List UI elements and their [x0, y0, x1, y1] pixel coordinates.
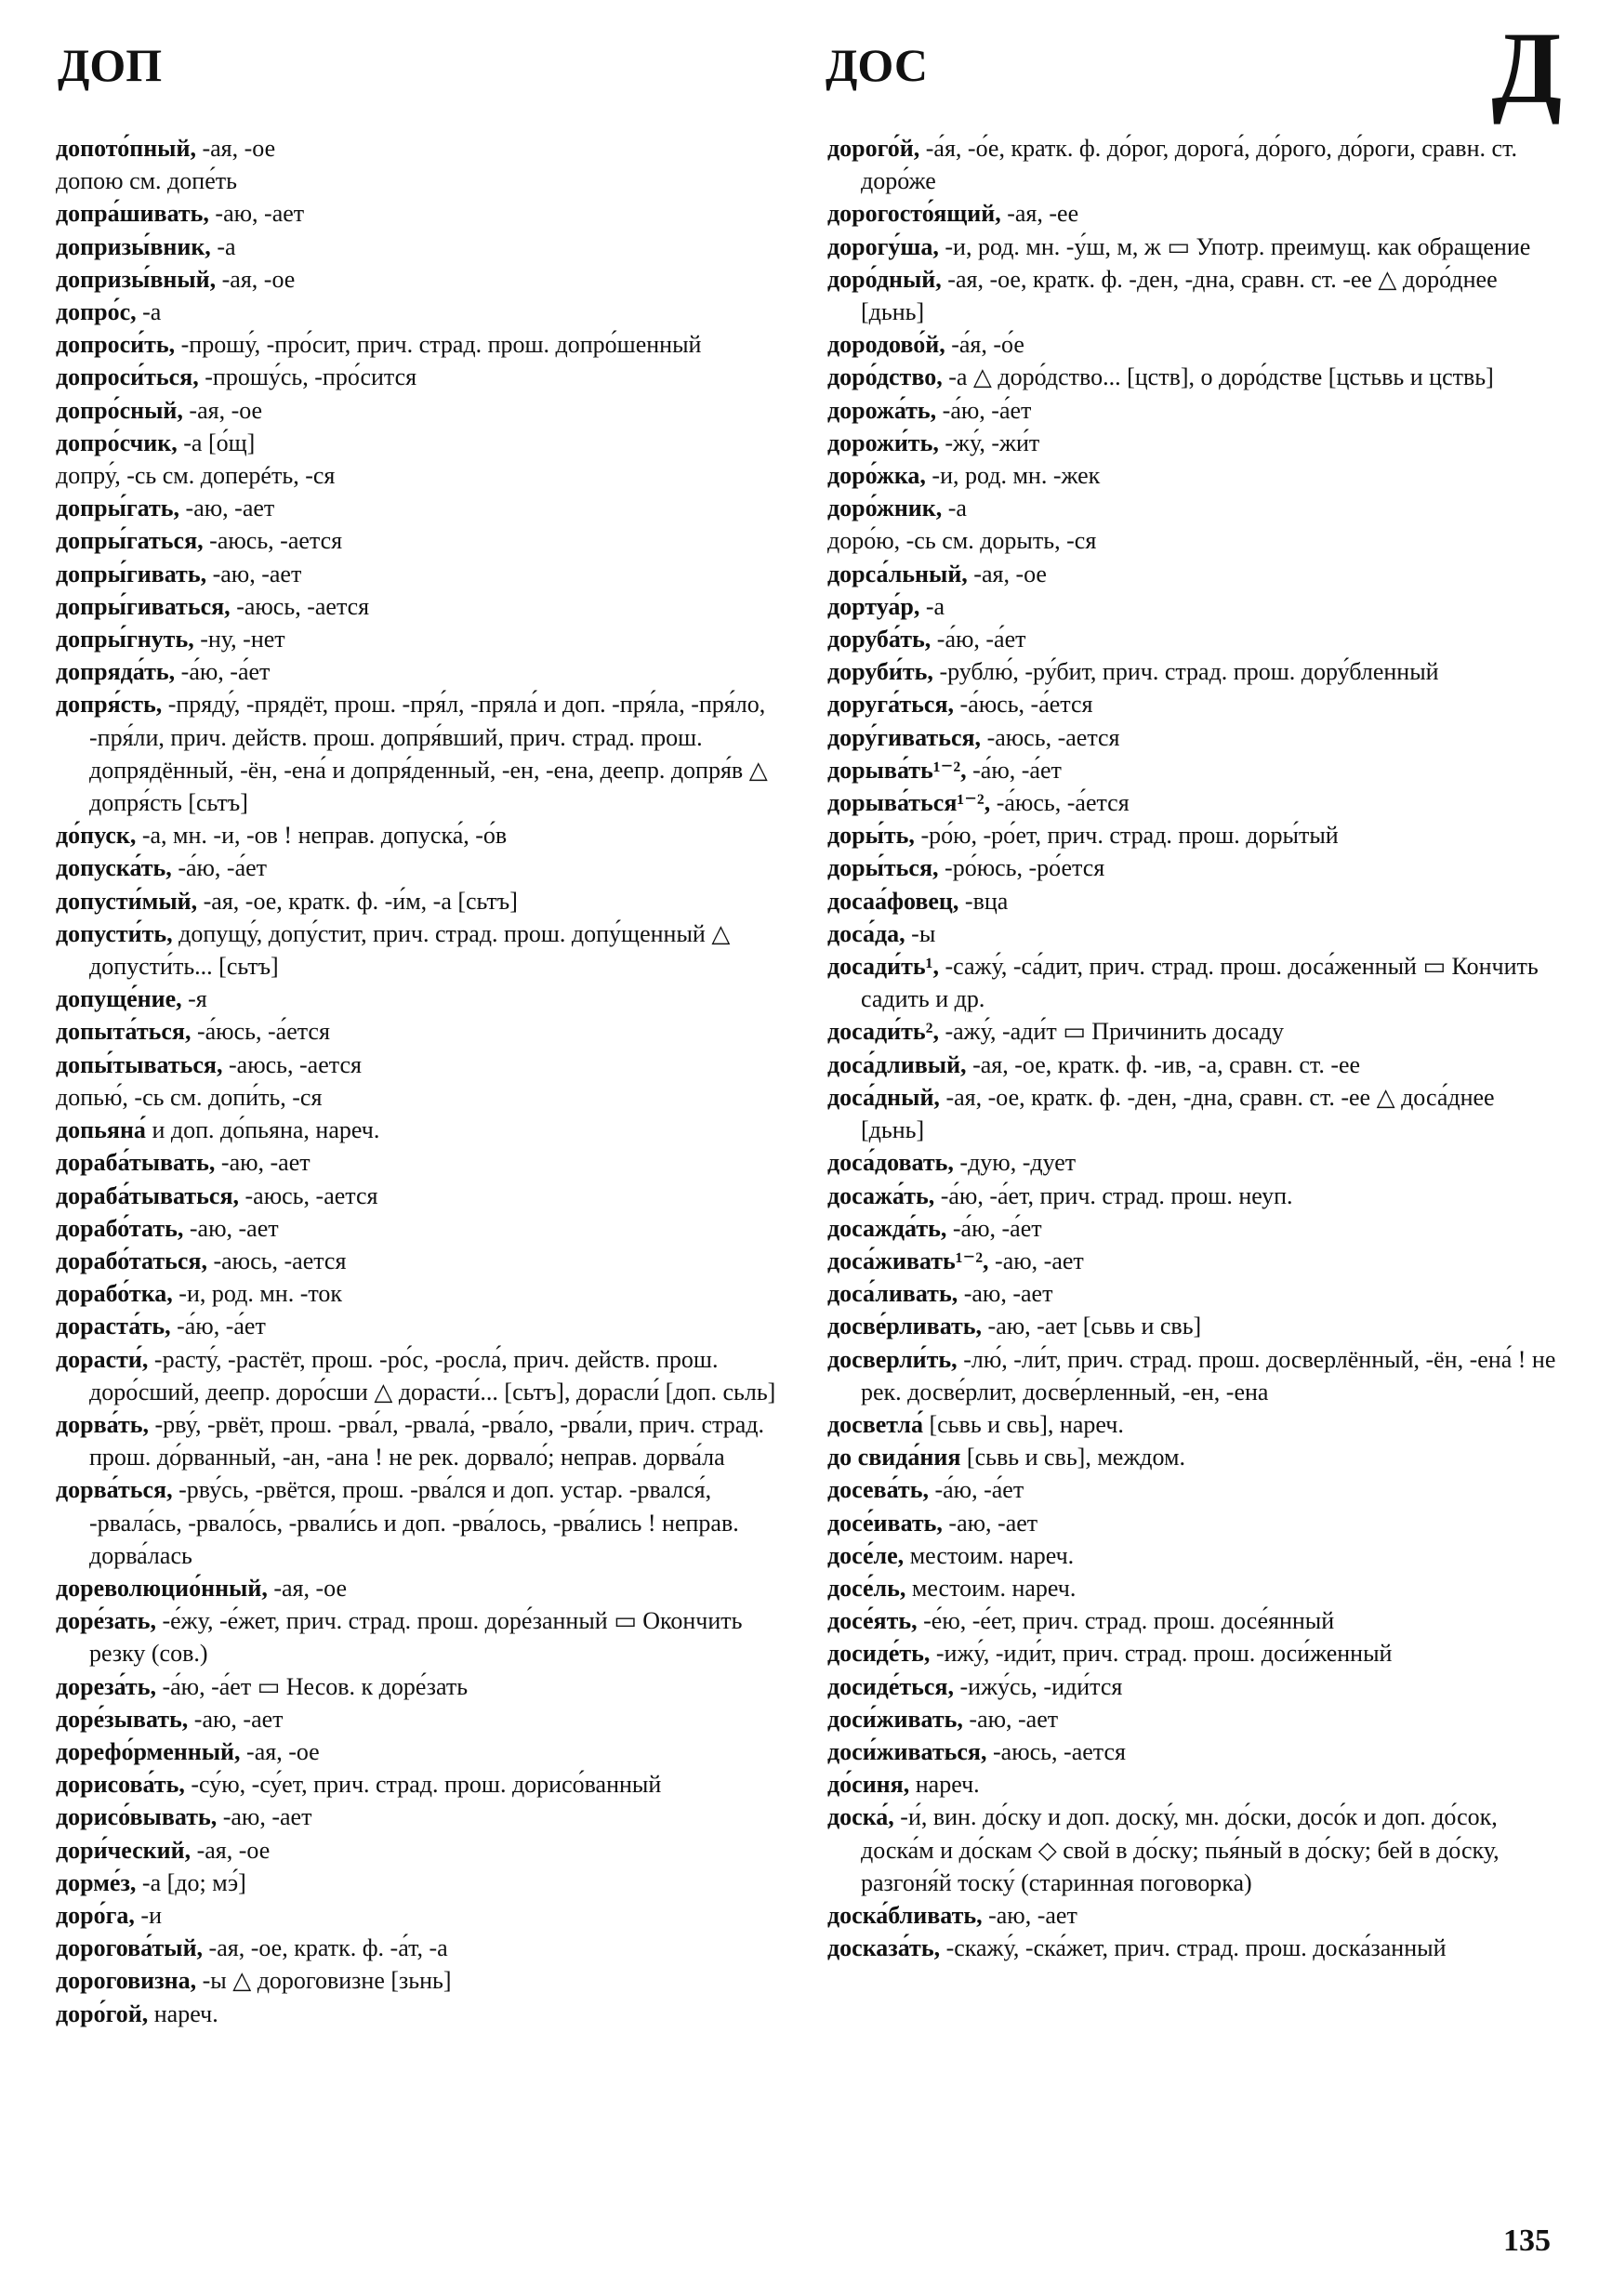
entry-body: -и, род. мн. -у́ш, м, ж ▭ Употр. преимущ. как обращение	[938, 232, 1531, 260]
dictionary-entry	[827, 1899, 1562, 1932]
entry-headword: допризы́вный,	[56, 265, 217, 293]
entry-headword: дорефо́рменный,	[56, 1737, 241, 1765]
dictionary-entry	[56, 1049, 790, 1081]
dictionary-entry	[56, 328, 790, 361]
entry-body: -аю, -ает	[217, 1803, 312, 1831]
entry-headword: доруга́ться,	[827, 691, 955, 719]
entry-body: -а́юсь, -а́ется	[954, 691, 1093, 719]
entry-body: -расту́, -растёт, прош. -ро́с, -росла́, прич. действ. прош. доро́сший, деепр. доро́сши △ дорасти́... [сьтъ], дорасли́ [доп. сьль]	[89, 1345, 776, 1405]
entry-body: -а́я, -о́е, кратк. ф. до́рог, дорога́, до́рого, до́роги, сравн. ст. доро́же	[861, 135, 1517, 195]
dictionary-entry	[827, 1735, 1562, 1768]
entry-body: -су́ю, -су́ет, прич. страд. прош. дорисо́ванный	[184, 1771, 662, 1799]
entry-body: -прошу́сь, -про́сится	[198, 363, 417, 391]
dictionary-entry	[827, 917, 1562, 950]
entry-headword: доси́живать,	[827, 1705, 963, 1733]
entry-body: -ая, -ое	[191, 1836, 271, 1864]
entry-body: -аюсь, -ается	[203, 527, 343, 555]
dictionary-entry	[56, 296, 790, 328]
dictionary-entry	[56, 459, 790, 492]
entry-headword: дорогосто́ящий,	[827, 200, 1001, 228]
entry-body: -а́ю, -а́ет ▭ Несов. к доре́зать	[155, 1672, 469, 1700]
entry-headword: доса́да,	[827, 919, 905, 947]
entry-body: -а	[136, 298, 162, 326]
entry-headword: допро́с,	[56, 298, 137, 326]
entry-headword: допры́гать,	[56, 495, 180, 522]
dictionary-entry	[827, 1146, 1562, 1179]
dictionary-entry	[56, 885, 790, 917]
entry-body: -и, род. мн. -жек	[925, 462, 1101, 490]
dictionary-entry	[56, 394, 790, 427]
dictionary-entry	[56, 1212, 790, 1245]
entry-headword: доса́дливый,	[827, 1050, 967, 1078]
entry-body: -аю, -ает	[942, 1509, 1038, 1537]
entry-headword: дорыва́ть¹⁻²,	[827, 756, 967, 784]
dictionary-entry	[56, 1899, 790, 1932]
dictionary-entry	[56, 1245, 790, 1277]
dictionary-entry	[56, 165, 790, 197]
dictionary-entry	[56, 917, 790, 983]
entry-headword: допры́гивать,	[56, 560, 207, 587]
entry-body: -аю, -ает	[179, 495, 275, 522]
entry-headword: дорогу́ша,	[827, 232, 939, 260]
entry-body: -рву́, -рвёт, прош. -рва́л, -рвала́, -рва́ло, -рва́ли, прич. страд. прош. до́рванный, -ан, -ана ! не рек. дорвало́; неправ. дорва́ла	[89, 1410, 764, 1471]
dictionary-entry	[827, 1539, 1562, 1572]
entry-body: -аю, -ает [сьвь и свь]	[982, 1313, 1202, 1340]
entry-headword: досади́ть²,	[827, 1018, 939, 1046]
entry-headword: дорабо́таться,	[56, 1247, 207, 1274]
dictionary-entry	[827, 1277, 1562, 1310]
entry-body: -и	[134, 1901, 162, 1929]
dictionary-entry	[827, 1801, 1562, 1899]
dictionary-entry	[56, 1834, 790, 1867]
entry-body: -ая, -ое, кратк. ф. -ден, -дна, сравн. ст. -ее △ доро́днее [дьнь]	[861, 265, 1498, 326]
entry-headword: досе́ле,	[827, 1541, 905, 1569]
entry-headword: допро́счик,	[56, 429, 178, 456]
dictionary-entry	[827, 623, 1562, 655]
entry-headword: дораба́тывать,	[56, 1149, 216, 1177]
dictionary-entry	[56, 1867, 790, 1899]
entry-headword: доса́довать,	[827, 1149, 954, 1177]
dictionary-entry	[56, 1801, 790, 1833]
entry-headword: доры́ться,	[827, 854, 939, 882]
entry-headword: дорогова́тый,	[56, 1934, 204, 1962]
dictionary-entry	[827, 132, 1562, 197]
entry-headword: допро́сный,	[56, 396, 183, 424]
entry-headword: доре́зать,	[56, 1607, 156, 1635]
entry-headword: дорисо́вывать,	[56, 1803, 218, 1831]
entry-body: и доп. до́пьяна, нареч.	[145, 1116, 380, 1144]
dictionary-entry	[827, 688, 1562, 720]
entry-headword: досве́рливать,	[827, 1313, 983, 1340]
dictionary-entry	[827, 1604, 1562, 1637]
entry-headword: дорме́з,	[56, 1868, 137, 1896]
entry-body: -а́ю, -а́ет	[175, 658, 271, 686]
dictionary-entry	[56, 524, 790, 557]
entry-headword: допусти́ть,	[56, 919, 173, 947]
left-column	[56, 132, 790, 2030]
entry-body: -ы △ дороговизне [зьнь]	[196, 1967, 452, 1995]
entry-body: -аю, -ает	[958, 1280, 1053, 1308]
entry-headword: дорва́ться,	[56, 1476, 173, 1504]
entry-body: -аю, -ает	[982, 1901, 1077, 1929]
entry-headword: доры́ть,	[827, 822, 915, 850]
entry-headword: допры́гнуть,	[56, 626, 194, 653]
entry-headword: допризы́вник,	[56, 232, 211, 260]
entry-headword: дорса́льный,	[827, 560, 968, 587]
dictionary-entry	[827, 786, 1562, 819]
dictionary-entry	[56, 361, 790, 393]
entry-headword: досветла́	[827, 1410, 923, 1438]
dictionary-entry	[56, 851, 790, 884]
entry-body: -скажу́, -ска́жет, прич. страд. прош. доска́занный	[940, 1934, 1447, 1962]
entry-body: -а △ доро́дство... [цств], о доро́дстве [цстьвь и цствь]	[942, 363, 1494, 391]
entry-headword: до́пуск,	[56, 822, 137, 850]
entry-headword: доро́дный,	[827, 265, 942, 293]
entry-body: -а́ю, -а́ет	[946, 1214, 1042, 1242]
entry-body: -а	[210, 232, 236, 260]
entry-body: -ая, -ое	[240, 1737, 320, 1765]
entry-body: -а́я, -о́е	[945, 331, 1024, 359]
dictionary-entry	[56, 1572, 790, 1604]
entry-headword: досказа́ть,	[827, 1934, 941, 1962]
entry-body: допью́, -сь см. допи́ть, -ся	[56, 1083, 323, 1111]
entry-headword: дороговизна,	[56, 1967, 197, 1995]
entry-body: -а́юсь, -а́ется	[191, 1018, 330, 1046]
dictionary-entry	[827, 197, 1562, 230]
dictionary-entry	[56, 1343, 790, 1408]
entry-body: нареч.	[909, 1771, 980, 1799]
dictionary-entry	[827, 950, 1562, 1015]
entry-body: -аю, -ает	[206, 560, 302, 587]
entry-headword: дорабо́тка,	[56, 1280, 173, 1308]
dictionary-entry	[56, 1473, 790, 1572]
dictionary-entry	[56, 492, 790, 524]
dictionary-entry	[827, 851, 1562, 884]
entry-body: -аюсь, -ается	[222, 1050, 362, 1078]
dictionary-entry	[56, 1670, 790, 1703]
entry-headword: доса́ливать,	[827, 1280, 958, 1308]
entry-headword: доро́жка,	[827, 462, 926, 490]
dictionary-entry	[56, 231, 790, 263]
entry-headword: дорасти́,	[56, 1345, 149, 1373]
dictionary-entry	[827, 1441, 1562, 1473]
dictionary-entry	[827, 590, 1562, 623]
entry-headword: доро́дство,	[827, 363, 943, 391]
entry-body: -ро́ю, -ро́ет, прич. страд. прош. доры́тый	[914, 822, 1339, 850]
dictionary-entry	[827, 459, 1562, 492]
dictionary-entry	[827, 1049, 1562, 1081]
entry-body: -а́ю, -а́ет	[931, 626, 1026, 653]
entry-body: -а	[942, 495, 967, 522]
entry-body: доро́ю, -сь см. дорыть, -ся	[827, 527, 1097, 555]
entry-headword: дорисова́ть,	[56, 1771, 185, 1799]
entry-body: -вца	[958, 887, 1009, 915]
entry-headword: допуще́ние,	[56, 985, 182, 1013]
dictionary-entry	[56, 655, 790, 688]
dictionary-entry	[827, 231, 1562, 263]
dictionary-entry	[56, 819, 790, 851]
entry-body: -дую, -дует	[953, 1149, 1077, 1177]
dictionary-entry	[827, 558, 1562, 590]
entry-body: -ая, -ое	[967, 560, 1047, 587]
entry-body: -ижу́сь, -иди́тся	[954, 1672, 1123, 1700]
running-head-middle: ДОС	[826, 39, 929, 91]
entry-headword: доро́жник,	[827, 495, 943, 522]
entry-headword: до свида́ния	[827, 1444, 961, 1471]
entry-headword: допы́тываться,	[56, 1050, 223, 1078]
dictionary-entry	[56, 1408, 790, 1473]
entry-headword: дору́гиваться,	[827, 723, 982, 751]
dictionary-entry	[827, 1768, 1562, 1801]
entry-headword: досе́ять,	[827, 1607, 918, 1635]
dictionary-entry	[56, 1015, 790, 1048]
entry-body: [сьвь и свь], нареч.	[922, 1410, 1124, 1438]
dictionary-entry	[827, 394, 1562, 427]
entry-body: -е́ю, -е́ет, прич. страд. прош. досе́янный	[917, 1607, 1335, 1635]
entry-body: нареч.	[148, 1999, 218, 2027]
entry-body: -аю, -ает	[183, 1214, 279, 1242]
dictionary-entry	[56, 623, 790, 655]
dictionary-entry	[827, 1180, 1562, 1212]
entry-headword: дорожа́ть,	[827, 396, 937, 424]
dictionary-entry	[56, 983, 790, 1015]
entry-headword: доса́живать¹⁻²,	[827, 1247, 989, 1274]
dictionary-entry	[827, 427, 1562, 459]
entry-headword: допроси́ть,	[56, 331, 176, 359]
entry-body: -аю, -ает	[988, 1247, 1084, 1274]
dictionary-entry	[56, 1310, 790, 1342]
dictionary-entry	[827, 1932, 1562, 1964]
entry-headword: допры́гиваться,	[56, 592, 231, 620]
dictionary-entry	[827, 655, 1562, 688]
entry-body: -ая, -ое, кратк. ф. -а́т, -а	[203, 1934, 448, 1962]
entry-body: -рву́сь, -рвётся, прош. -рва́лся и доп. устар. -рвался́, -рвала́сь, -рвало́сь, -рвали́сь и доп. -рва́лось, -рва́лись ! неправ. дорва́лась	[89, 1476, 739, 1569]
entry-headword: дортуа́р,	[827, 592, 920, 620]
entry-headword: дорыва́ться¹⁻²,	[827, 789, 991, 817]
entry-body: -аюсь, -ается	[206, 1247, 347, 1274]
running-head-left: ДОП	[58, 39, 163, 91]
dictionary-entry	[827, 328, 1562, 361]
entry-headword: досади́ть¹,	[827, 953, 939, 981]
entry-body: допою см. допе́ть	[56, 167, 237, 195]
dictionary-entry	[56, 197, 790, 230]
entry-body: -ая, -ое	[195, 135, 276, 162]
dictionary-entry	[56, 558, 790, 590]
section-letter: Д	[1491, 11, 1562, 125]
entry-headword: досе́ивать,	[827, 1509, 943, 1537]
dictionary-entry	[56, 263, 790, 296]
entry-headword: допряда́ть,	[56, 658, 176, 686]
entry-headword: дореза́ть,	[56, 1672, 156, 1700]
entry-body: -а, мн. -и, -ов ! неправ. допуска́, -о́в	[136, 822, 508, 850]
dictionary-entry	[827, 1637, 1562, 1669]
entry-body: -рублю́, -ру́бит, прич. страд. прош. дору́бленный	[932, 658, 1439, 686]
entry-body: -а́ю, -а́ет	[966, 756, 1062, 784]
entry-headword: дорого́й,	[827, 135, 920, 162]
entry-body: -ая, -ое, кратк. ф. -и́м, -а [сьтъ]	[197, 887, 518, 915]
entry-body: -аю, -ает	[962, 1705, 1059, 1733]
entry-body: [сьвь и свь], междом.	[960, 1444, 1185, 1471]
entry-body: -ая, -ее	[1000, 200, 1079, 228]
page-number: 135	[1503, 2223, 1551, 2258]
entry-body: -лю́, -ли́т, прич. страд. прош. досверлённый, -ён, -ена́ ! не рек. досве́рлит, досве́рленный, -ен, -ена	[861, 1345, 1556, 1405]
entry-body: -и, род. мн. -ток	[172, 1280, 343, 1308]
entry-body: -ая, -ое, кратк. ф. -ив, -а, сравн. ст. -ее	[966, 1050, 1361, 1078]
dictionary-entry	[827, 1473, 1562, 1506]
entry-headword: дородово́й,	[827, 331, 945, 359]
entry-body: -пряду́, -прядёт, прош. -пря́л, -пряла́ и доп. -пря́ла, -пря́ло, -пря́ли, прич. действ. прош. допря́вший, прич. страд. прош. допрядённый, -ён, -ена́ и допря́денный, -ен, -ена, деепр. допря́в △ допря́сть [сьтъ]	[89, 691, 768, 817]
entry-headword: дорабо́тать,	[56, 1214, 184, 1242]
entry-body: -ая, -ое, кратк. ф. -ден, -дна, сравн. ст. -ее △ доса́днее [дьнь]	[861, 1083, 1495, 1144]
dictionary-entry	[827, 885, 1562, 917]
entry-body: -жу́, -жи́т	[938, 429, 1040, 456]
dictionary-entry	[827, 1408, 1562, 1441]
entry-headword: досиде́ться,	[827, 1672, 954, 1700]
entry-body: -аюсь, -ается	[230, 592, 370, 620]
entry-body: местоим. нареч.	[904, 1541, 1075, 1569]
entry-body: -а́ю, -а́ет	[936, 396, 1032, 424]
entry-headword: допры́гаться,	[56, 527, 204, 555]
entry-body: -ая, -ое	[216, 265, 296, 293]
dictionary-entry	[827, 1310, 1562, 1342]
entry-headword: досажда́ть,	[827, 1214, 947, 1242]
entry-headword: допыта́ться,	[56, 1018, 192, 1046]
entry-headword: доска́,	[827, 1803, 894, 1831]
dictionary-entry	[827, 819, 1562, 851]
entry-body: -я	[181, 985, 207, 1013]
dictionary-entry	[56, 1180, 790, 1212]
entry-body: -а [о́щ]	[177, 429, 256, 456]
entry-body: -аю, -ает	[215, 1149, 311, 1177]
entry-body: -аю, -ает	[188, 1705, 284, 1733]
entry-headword: доруби́ть,	[827, 658, 933, 686]
entry-headword: досе́ль,	[827, 1574, 906, 1602]
entry-body: местоим. нареч.	[905, 1574, 1077, 1602]
entry-headword: досева́ть,	[827, 1476, 929, 1504]
dictionary-entry	[56, 1998, 790, 2030]
entry-headword: доро́га,	[56, 1901, 135, 1929]
dictionary-entry	[827, 492, 1562, 524]
dictionary-entry	[56, 590, 790, 623]
dictionary-entry	[56, 1735, 790, 1768]
entry-body: -а [до; мэ́]	[136, 1868, 246, 1896]
entry-headword: доси́живаться,	[827, 1737, 987, 1765]
entry-headword: досаа́фовец,	[827, 887, 959, 915]
dictionary-entry	[56, 132, 790, 165]
entry-body: -ажу́, -ади́т ▭ Причинить досаду	[938, 1018, 1285, 1046]
entry-body: допру́, -сь см. доперéть, -ся	[56, 462, 336, 490]
right-column	[827, 132, 1562, 1964]
dictionary-entry	[56, 427, 790, 459]
entry-body: -а́ю, -а́ет, прич. страд. прош. неуп.	[934, 1181, 1293, 1209]
entry-headword: допьяна́	[56, 1116, 146, 1144]
dictionary-entry	[827, 1343, 1562, 1408]
dictionary-entry	[827, 263, 1562, 328]
dictionary-entry	[827, 1081, 1562, 1146]
entry-body: -е́жу, -е́жет, прич. страд. прош. доре́занный ▭ Окончить резку (сов.)	[89, 1607, 743, 1668]
entry-body: -ро́юсь, -ро́ется	[938, 854, 1105, 882]
dictionary-entry	[56, 1703, 790, 1735]
dictionary-entry	[827, 1670, 1562, 1703]
entry-body: -ну, -нет	[193, 626, 285, 653]
entry-body: -аюсь, -ается	[981, 723, 1120, 751]
entry-headword: допусти́мый,	[56, 887, 198, 915]
entry-headword: доруба́ть,	[827, 626, 932, 653]
dictionary-entry	[827, 1015, 1562, 1048]
dictionary-entry	[56, 1114, 790, 1146]
entry-headword: дореволюцио́нный,	[56, 1574, 268, 1602]
dictionary-entry	[827, 524, 1562, 557]
dictionary-entry	[56, 1081, 790, 1114]
entry-headword: доре́зывать,	[56, 1705, 189, 1733]
entry-body: допущу́, допу́стит, прич. страд. прош. допу́щенный △ допусти́ть... [сьтъ]	[89, 919, 731, 981]
entry-body: -аюсь, -ается	[239, 1181, 378, 1209]
entry-body: -а́ю, -а́ет	[170, 1313, 266, 1340]
entry-body: -а	[919, 592, 945, 620]
entry-headword: допуска́ть,	[56, 854, 172, 882]
dictionary-entry	[56, 1768, 790, 1801]
dictionary-entry	[827, 721, 1562, 754]
dictionary-entry	[827, 1572, 1562, 1604]
entry-headword: допра́шивать,	[56, 200, 209, 228]
entry-body: -аю, -ает	[208, 200, 305, 228]
entry-headword: досиде́ть,	[827, 1640, 931, 1668]
entry-body: -ы	[905, 919, 936, 947]
entry-headword: допото́пный,	[56, 135, 196, 162]
dictionary-entry	[827, 1507, 1562, 1539]
entry-headword: дорва́ть,	[56, 1410, 150, 1438]
entry-body: -сажу́, -са́дит, прич. страд. прош. доса́женный ▭ Кончить садить и др.	[861, 953, 1539, 1013]
entry-headword: досажа́ть,	[827, 1181, 935, 1209]
entry-headword: доро́гой,	[56, 1999, 149, 2027]
dictionary-entry	[827, 1212, 1562, 1245]
entry-body: -а́ю, -а́ет	[171, 854, 268, 882]
entry-headword: дори́ческий,	[56, 1836, 192, 1864]
dictionary-entry	[56, 1146, 790, 1179]
entry-headword: дораба́тываться,	[56, 1181, 240, 1209]
entry-headword: дораста́ть,	[56, 1313, 171, 1340]
entry-headword: доса́дный,	[827, 1083, 940, 1111]
entry-body: -и́, вин. до́ску и доп. доску́, мн. до́ски, досо́к и доп. до́сок, доска́м и до́скам ◇ свой в до́ску; пья́ный в до́ску; бей в до́ску, разгоня́й тоску́ (старинная поговорка)	[861, 1803, 1500, 1896]
entry-body: -ая, -ое	[267, 1574, 348, 1602]
entry-body: -прошу́, -про́сит, прич. страд. прош. допро́шенный	[175, 331, 702, 359]
entry-body: -аюсь, -ается	[986, 1737, 1126, 1765]
dictionary-entry	[827, 754, 1562, 786]
dictionary-entry	[56, 1277, 790, 1310]
dictionary-entry	[827, 1703, 1562, 1735]
entry-body: -ая, -ое	[182, 396, 263, 424]
entry-headword: допря́сть,	[56, 691, 163, 719]
entry-body: -а́юсь, -а́ется	[990, 789, 1130, 817]
dictionary-entry	[56, 1964, 790, 1997]
dictionary-entry	[56, 1604, 790, 1669]
dictionary-entry	[827, 361, 1562, 393]
dictionary-entry	[827, 1245, 1562, 1277]
entry-headword: до́синя,	[827, 1771, 910, 1799]
entry-body: -а́ю, -а́ет	[928, 1476, 1024, 1504]
entry-headword: досверли́ть,	[827, 1345, 958, 1373]
entry-body: -ижу́, -иди́т, прич. страд. прош. доси́женный	[930, 1640, 1393, 1668]
entry-headword: допроси́ться,	[56, 363, 199, 391]
dictionary-entry	[56, 1932, 790, 1964]
dictionary-entry	[56, 688, 790, 819]
entry-headword: дорожи́ть,	[827, 429, 939, 456]
entry-headword: доска́бливать,	[827, 1901, 983, 1929]
